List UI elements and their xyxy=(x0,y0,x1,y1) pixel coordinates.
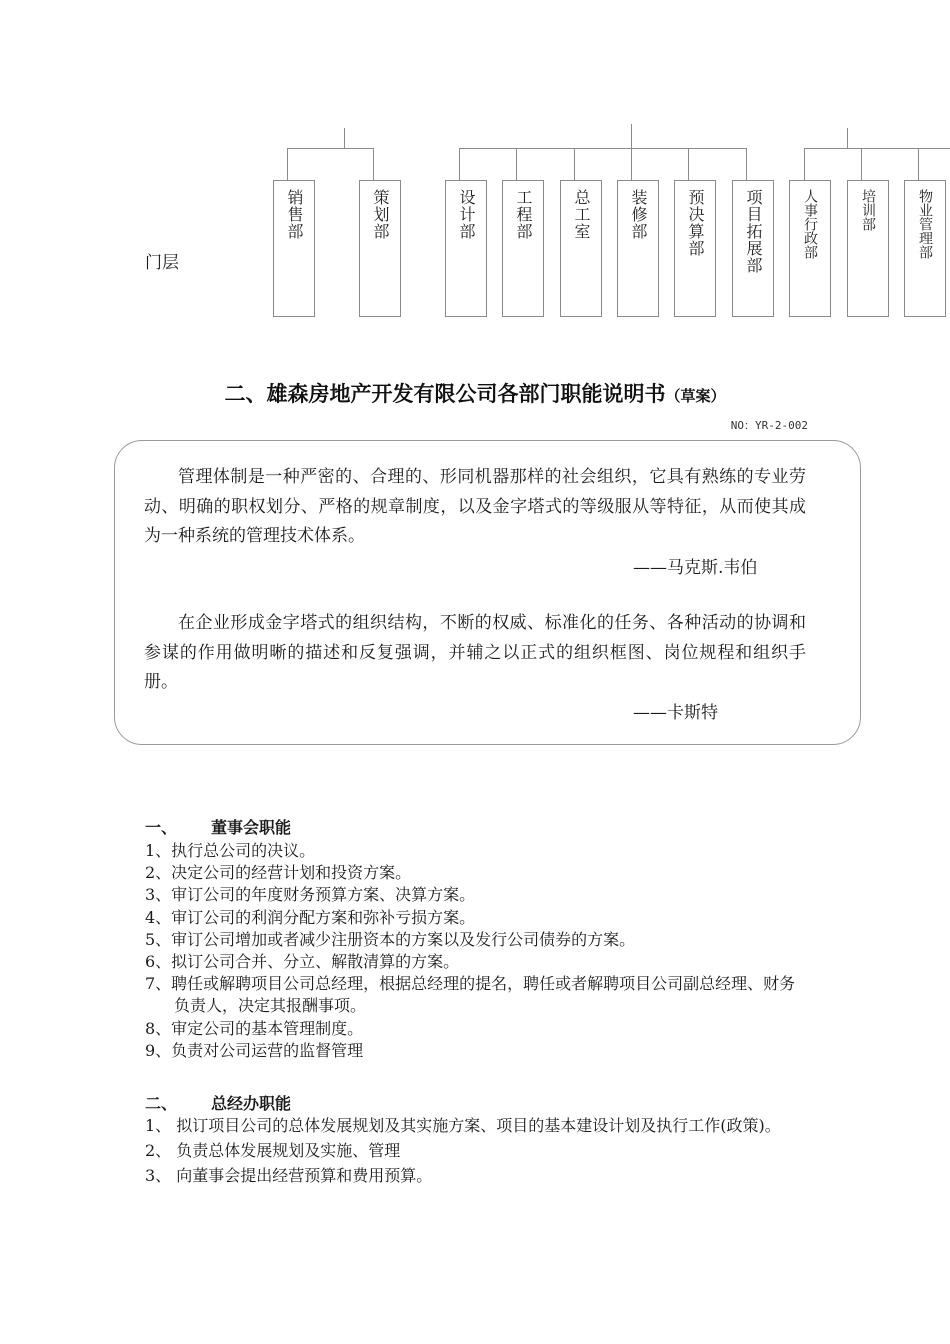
dept-label: 项目拓展部 xyxy=(744,189,763,274)
dept-label: 培训部 xyxy=(860,189,876,231)
list-item: 1、执行总公司的决议。 xyxy=(145,841,316,860)
section-title: 总经办职能 xyxy=(211,1094,292,1113)
dept-box-decoration xyxy=(617,180,659,317)
dept-box-hr-admin xyxy=(789,180,831,317)
dept-label: 工程部 xyxy=(514,189,533,240)
list-item: 1、 拟订项目公司的总体发展规划及其实施方案、项目的基本建设计划及执行工作(政策)。 xyxy=(145,1116,781,1135)
dept-box-sales xyxy=(273,180,315,317)
list-item: 9、负责对公司运营的监督管理 xyxy=(145,1040,364,1060)
section-heading xyxy=(145,815,291,838)
section-number: 一、 xyxy=(145,818,178,837)
quote-text: 管理体制是一种严密的、合理的、形同机器那样的社会组织，它具有熟练的专业劳动、明确的职权划分、严格的规章制度，以及金字塔式的等级服从等特征，从而使其成为一种系统的管理技术体系。 xyxy=(144,467,806,546)
dept-label: 预决算部 xyxy=(686,189,705,257)
section-number: 二、 xyxy=(145,1094,178,1113)
dept-label: 策划部 xyxy=(371,189,390,240)
list-item: 7、聘任或解聘项目公司总经理，根据总经理的提名，聘任或者解聘项目公司副总经理、财务负责人，决定其报酬事项。 xyxy=(145,974,796,1016)
dept-box-property xyxy=(904,180,946,317)
list-item: 3、 向董事会提出经营预算和费用预算。 xyxy=(145,1166,433,1185)
document-number: NO：YR-2-002 xyxy=(730,419,808,432)
list-item: 3、审订公司的年度财务预算方案、决算方案。 xyxy=(145,885,476,905)
list-item: 2、决定公司的经营计划和投资方案。 xyxy=(145,863,412,883)
dept-box-design xyxy=(445,180,487,317)
dept-box-budget xyxy=(674,180,716,317)
list-item: 4、审订公司的利润分配方案和弥补亏损方案。 xyxy=(145,907,476,927)
list-item: 6、拟订公司合并、分立、解散清算的方案。 xyxy=(145,952,460,972)
org-level-label: 门层 xyxy=(145,253,179,273)
document-title-text: 二、雄森房地产开发有限公司各部门职能说明书 xyxy=(224,382,666,406)
section-heading xyxy=(145,1091,291,1114)
dept-label: 装修部 xyxy=(629,189,648,240)
dept-label: 物业管理部 xyxy=(917,189,933,259)
dept-box-planning xyxy=(359,180,401,317)
dept-box-chief-engineer xyxy=(560,180,602,317)
quote-author: ——卡斯特 xyxy=(633,703,718,723)
dept-label: 销售部 xyxy=(285,189,304,240)
list-item: 5、审订公司增加或者减少注册资本的方案以及发行公司债券的方案。 xyxy=(145,929,636,949)
section-list xyxy=(145,840,810,1062)
dept-box-project-dev xyxy=(732,180,774,317)
list-item: 8、审定公司的基本管理制度。 xyxy=(145,1018,364,1038)
dept-label: 总工室 xyxy=(572,189,591,240)
dept-label: 人事行政部 xyxy=(802,189,818,259)
document-title-suffix: （草案） xyxy=(665,387,726,405)
quote-author: ——马克斯.韦伯 xyxy=(633,558,758,578)
list-item: 2、 负责总体发展规划及实施、管理 xyxy=(145,1141,401,1160)
section-list xyxy=(145,1115,810,1190)
dept-label: 设计部 xyxy=(457,189,476,240)
dept-box-training xyxy=(847,180,889,317)
quote-text: 在企业形成金字塔式的组织结构，不断的权威、标准化的任务、各种活动的协调和参谋的作用做明晰的描述和反复强调，并辅之以正式的组织框图、岗位规程和组织手册。 xyxy=(144,613,806,692)
document-title xyxy=(0,378,950,408)
section-title: 董事会职能 xyxy=(211,818,292,837)
dept-box-engineering xyxy=(502,180,544,317)
